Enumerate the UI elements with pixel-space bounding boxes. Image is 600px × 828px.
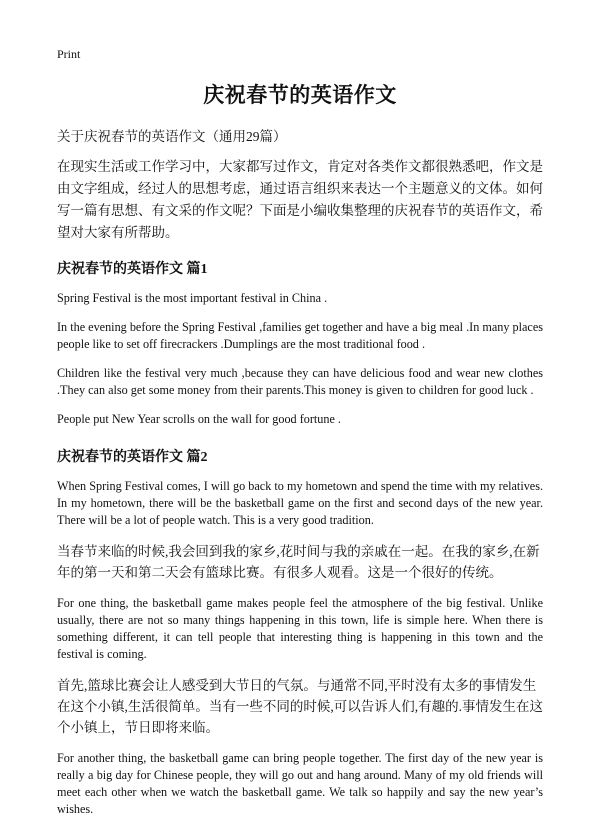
essay-2-paragraph-en: When Spring Festival comes, I will go back to my hometown and spend the time with my relatives. In my hometown, there will be the basketball game on the first and second days of the new year. There will be a lot of people watch. This is a very good tradition.	[57, 479, 543, 527]
page-title: 庆祝春节的英语作文	[203, 83, 397, 107]
essay-2-heading: 庆祝春节的英语作文 篇2	[57, 450, 208, 465]
essay-2-paragraph-zh: 当春节来临的时候,我会回到我的家乡,花时间与我的亲戚在一起。在我的家乡,在新年的第一天和第二天会有篮球比赛。有很多人观看。这是一个很好的传统。	[57, 544, 540, 580]
subtitle: 关于庆祝春节的英语作文（通用29篇）	[57, 129, 287, 144]
essay-1	[57, 258, 543, 428]
essay-1-paragraph: In the evening before the Spring Festival ,families get together and have a big meal .In many places people like to set off firecrackers .Dumplings are the most traditional food .	[57, 320, 543, 351]
essay-1-paragraph: Spring Festival is the most important festival in China .	[57, 291, 328, 305]
essay-1-paragraph: Children like the festival very much ,because they can have delicious food and wear new clothes .They can also get some money from their parents.This money is given to children for good luck .	[57, 366, 543, 397]
essay-2-paragraph-zh: 首先,篮球比赛会让人感受到大节日的气氛。与通常不同,平时没有太多的事情发生在这个小镇,生活很简单。当有一些不同的时候,可以告诉人们,有趣的.事情发生在这个小镇上，节日即将来临。	[57, 678, 543, 735]
print-label[interactable]: Print	[57, 47, 81, 61]
essay-2-paragraph-en: For another thing, the basketball game can bring people together. The first day of the new year is really a big day for Chinese people, they will go out and hang around. Many of my old friends will meet each other when we watch the basketball game. We talk so happily and say the new year’s wishes.	[57, 751, 543, 816]
essay-1-paragraph: People put New Year scrolls on the wall for good fortune .	[57, 412, 341, 426]
essay-2-paragraph-en: For one thing, the basketball game makes people feel the atmosphere of the big festival. Unlike usually, there are not so many things happening in this town, life is simple here. When there is something different, it can tell people that interesting thing is happening in this town and the festival is coming.	[57, 596, 543, 661]
essay-1-heading: 庆祝春节的英语作文 篇1	[57, 262, 208, 277]
intro-paragraph: 在现实生活或工作学习中，大家都写过作文，肯定对各类作文都很熟悉吧，作文是由文字组成，经过人的思想考虑，通过语言组织来表达一个主题意义的文体。如何写一篇有思想、有文采的作文呢？下面是小编收集整理的庆祝春节的英语作文，希望对大家有所帮助。	[57, 159, 543, 240]
essay-2	[57, 446, 543, 818]
